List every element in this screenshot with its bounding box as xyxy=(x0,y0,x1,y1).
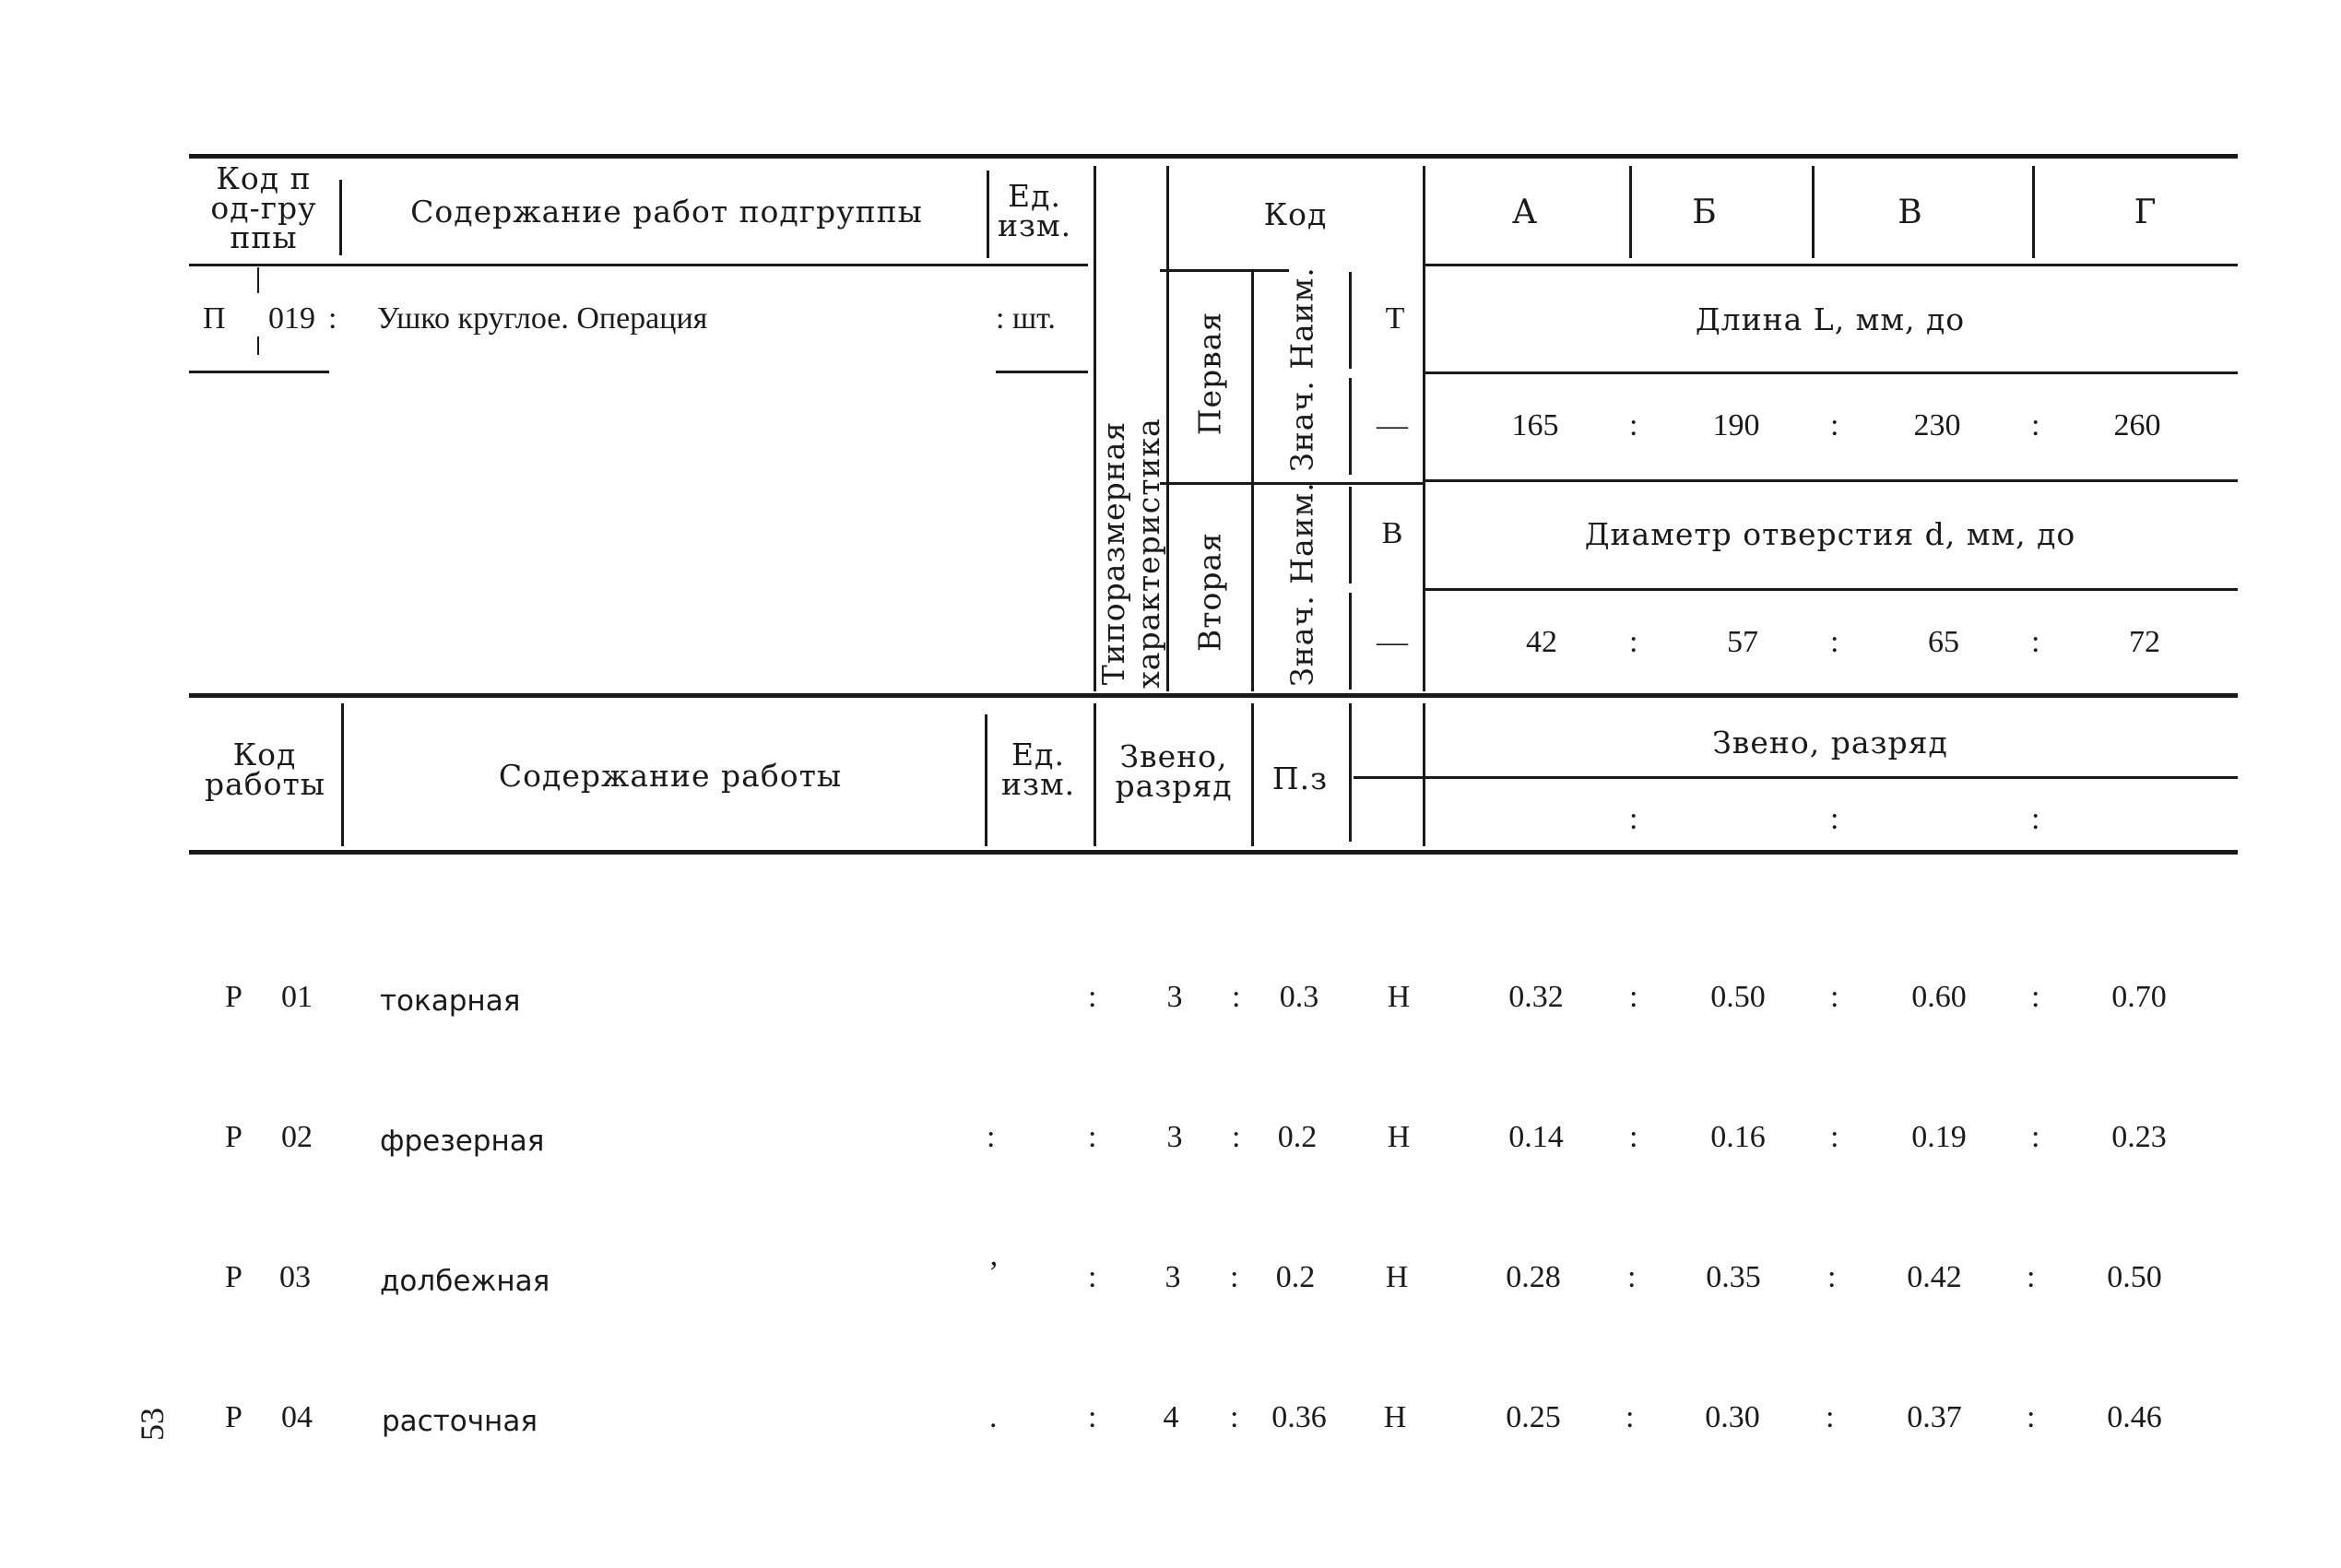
row-n: Н xyxy=(1387,1120,1411,1154)
char2-dash: — xyxy=(1377,625,1408,659)
row-prefix: Р xyxy=(225,1120,242,1154)
separator: : xyxy=(1627,1260,1637,1294)
header-content-subgroup: Содержание работ подгруппы xyxy=(410,194,923,230)
char2-value-a: 42 xyxy=(1526,625,1557,659)
separator: : xyxy=(1629,980,1638,1014)
separator: : xyxy=(1230,1260,1239,1294)
row-value-v: 0.60 xyxy=(1911,980,1967,1014)
rule xyxy=(1160,269,1289,272)
col-divider xyxy=(987,171,989,258)
subgroup-unit: : шт. xyxy=(996,301,1056,336)
col-divider xyxy=(1349,272,1352,369)
separator: : xyxy=(1830,980,1839,1014)
separator: : xyxy=(2031,802,2040,836)
row-n: Н xyxy=(1383,1400,1407,1434)
row-value-b: 0.50 xyxy=(1710,980,1766,1014)
row-value-g: 0.70 xyxy=(2111,980,2167,1014)
row-code: 02 xyxy=(281,1120,313,1154)
value-label-2: Знач. xyxy=(1283,595,1320,687)
col-divider xyxy=(985,714,987,846)
row-value-b: 0.16 xyxy=(1710,1120,1766,1154)
header-pz: П.з xyxy=(1271,760,1329,796)
rule xyxy=(189,264,1088,266)
col-divider xyxy=(1166,166,1169,691)
separator: : xyxy=(2027,1400,2036,1434)
row-value-g: 0.46 xyxy=(2107,1400,2162,1434)
row-code: 01 xyxy=(281,980,313,1014)
row-value-g: 0.23 xyxy=(2111,1120,2167,1154)
work-header-bottom-rule xyxy=(189,850,2238,855)
row-value-a: 0.32 xyxy=(1508,980,1564,1014)
separator: : xyxy=(1826,1400,1835,1434)
top-rule xyxy=(189,154,2238,159)
row-value-a: 0.25 xyxy=(1506,1400,1561,1434)
separator: : xyxy=(1232,980,1241,1014)
char2-name: Диаметр отверстия d, мм, до xyxy=(1584,516,2076,552)
row-prefix: Р xyxy=(225,980,242,1014)
separator: : xyxy=(1088,1260,1097,1294)
col-header-v: В xyxy=(1898,194,1923,231)
char1-value-b: 190 xyxy=(1712,408,1760,442)
subgroup-number: 019 xyxy=(268,301,315,336)
char2-value-v: 65 xyxy=(1928,625,1959,659)
work-header-rule xyxy=(189,693,2238,698)
col-divider xyxy=(341,703,344,846)
dash-mark xyxy=(257,267,259,293)
header-code-subgroup: Код под-группы xyxy=(210,160,317,255)
separator: : xyxy=(1230,1400,1239,1434)
header-code-work: Код работы xyxy=(205,737,326,802)
separator: : xyxy=(2031,625,2040,659)
char1-value-v: 230 xyxy=(1913,408,1961,442)
row-value-g: 0.50 xyxy=(2107,1260,2162,1294)
row-pz: 0.36 xyxy=(1271,1400,1327,1434)
row-unit: : xyxy=(987,1120,996,1154)
col-divider xyxy=(1251,272,1254,691)
row-unit: . xyxy=(989,1400,998,1434)
row-crew: 3 xyxy=(1165,1260,1181,1294)
col-divider xyxy=(1349,593,1352,690)
char1-value-a: 165 xyxy=(1511,408,1559,442)
separator: : xyxy=(1629,802,1638,836)
rule xyxy=(189,371,329,373)
name-label-2: Наим. xyxy=(1283,481,1320,584)
char1-dash: — xyxy=(1377,408,1408,442)
char2-value-b: 57 xyxy=(1727,625,1758,659)
col-divider xyxy=(1629,166,1632,258)
row-prefix: Р xyxy=(225,1260,242,1294)
second-label: Вторая xyxy=(1191,532,1228,652)
separator: : xyxy=(1830,1120,1839,1154)
header-content-work: Содержание работы xyxy=(498,758,843,794)
row-code: 03 xyxy=(279,1260,311,1294)
separator: : xyxy=(1629,408,1638,442)
header-unit: Ед. изм. xyxy=(998,178,1072,243)
col-header-g: Г xyxy=(2134,194,2158,231)
char2-code: В xyxy=(1381,516,1403,550)
row-name: фрезерная xyxy=(380,1125,545,1158)
row-name: расточная xyxy=(382,1405,538,1438)
row-unit: ’ xyxy=(988,1256,999,1290)
separator: : xyxy=(1827,1260,1837,1294)
subgroup-colon: : xyxy=(328,301,337,336)
separator: : xyxy=(1830,802,1839,836)
row-value-b: 0.35 xyxy=(1706,1260,1761,1294)
rule xyxy=(1425,479,2238,482)
separator: : xyxy=(1088,980,1097,1014)
separator: : xyxy=(1830,625,1839,659)
row-value-v: 0.37 xyxy=(1907,1400,1962,1434)
separator: : xyxy=(2031,980,2040,1014)
separator: : xyxy=(1830,408,1839,442)
name-label-1: Наим. xyxy=(1283,266,1320,370)
col-divider xyxy=(1349,487,1352,584)
col-divider xyxy=(1423,166,1425,691)
separator: : xyxy=(1626,1400,1635,1434)
row-crew: 3 xyxy=(1166,1120,1183,1154)
col-divider xyxy=(1349,378,1352,475)
row-value-b: 0.30 xyxy=(1705,1400,1760,1434)
row-name: долбежная xyxy=(380,1265,550,1298)
separator: : xyxy=(2031,408,2040,442)
rule xyxy=(1425,776,2238,779)
col-divider xyxy=(1349,703,1352,842)
row-code: 04 xyxy=(281,1400,313,1434)
row-n: Н xyxy=(1387,980,1411,1014)
header-crew: Звено, разряд xyxy=(1115,738,1233,804)
row-name: токарная xyxy=(380,984,521,1018)
header-code: Код xyxy=(1263,196,1328,232)
col-divider xyxy=(1251,703,1254,846)
row-prefix: Р xyxy=(225,1400,242,1434)
page-number: 53 xyxy=(134,1408,171,1441)
separator: : xyxy=(1088,1120,1097,1154)
char1-code: Т xyxy=(1385,301,1405,336)
separator: : xyxy=(1629,1120,1638,1154)
col-divider xyxy=(1423,703,1425,846)
row-value-v: 0.42 xyxy=(1907,1260,1962,1294)
col-divider xyxy=(339,180,342,255)
char1-name: Длина L, мм, до xyxy=(1695,301,1966,337)
header-unit-work: Ед. изм. xyxy=(1001,737,1076,802)
row-pz: 0.2 xyxy=(1277,1120,1318,1154)
separator: : xyxy=(1232,1120,1241,1154)
col-divider xyxy=(2032,166,2035,258)
row-value-v: 0.19 xyxy=(1911,1120,1967,1154)
row-crew: 4 xyxy=(1163,1400,1179,1434)
row-value-a: 0.14 xyxy=(1508,1120,1564,1154)
rule xyxy=(1354,776,1425,779)
separator: : xyxy=(1088,1400,1097,1434)
col-header-a: А xyxy=(1511,194,1539,231)
header-crew-right: Звено, разряд xyxy=(1712,725,1948,760)
subgroup-letter: П xyxy=(203,301,226,336)
value-label-1: Знач. xyxy=(1283,380,1320,472)
col-divider xyxy=(1094,703,1096,846)
col-divider xyxy=(1812,166,1815,258)
col-header-b: Б xyxy=(1692,194,1718,231)
char2-value-g: 72 xyxy=(2129,625,2160,659)
first-label: Первая xyxy=(1191,311,1228,436)
separator: : xyxy=(1629,625,1638,659)
row-pz: 0.2 xyxy=(1275,1260,1316,1294)
separator: : xyxy=(2031,1120,2040,1154)
rule xyxy=(1425,264,2238,266)
row-pz: 0.3 xyxy=(1279,980,1319,1014)
rule xyxy=(996,371,1088,373)
char1-value-g: 260 xyxy=(2113,408,2161,442)
rule xyxy=(1425,588,2238,591)
separator: : xyxy=(2027,1260,2036,1294)
rule xyxy=(1425,371,2238,374)
row-crew: 3 xyxy=(1166,980,1183,1014)
row-n: Н xyxy=(1385,1260,1409,1294)
subgroup-title: Ушко круглое. Операция xyxy=(377,301,708,336)
typesize-label: Типоразмерная характеристика xyxy=(1095,418,1166,689)
row-value-a: 0.28 xyxy=(1506,1260,1561,1294)
dash-mark xyxy=(257,336,259,355)
